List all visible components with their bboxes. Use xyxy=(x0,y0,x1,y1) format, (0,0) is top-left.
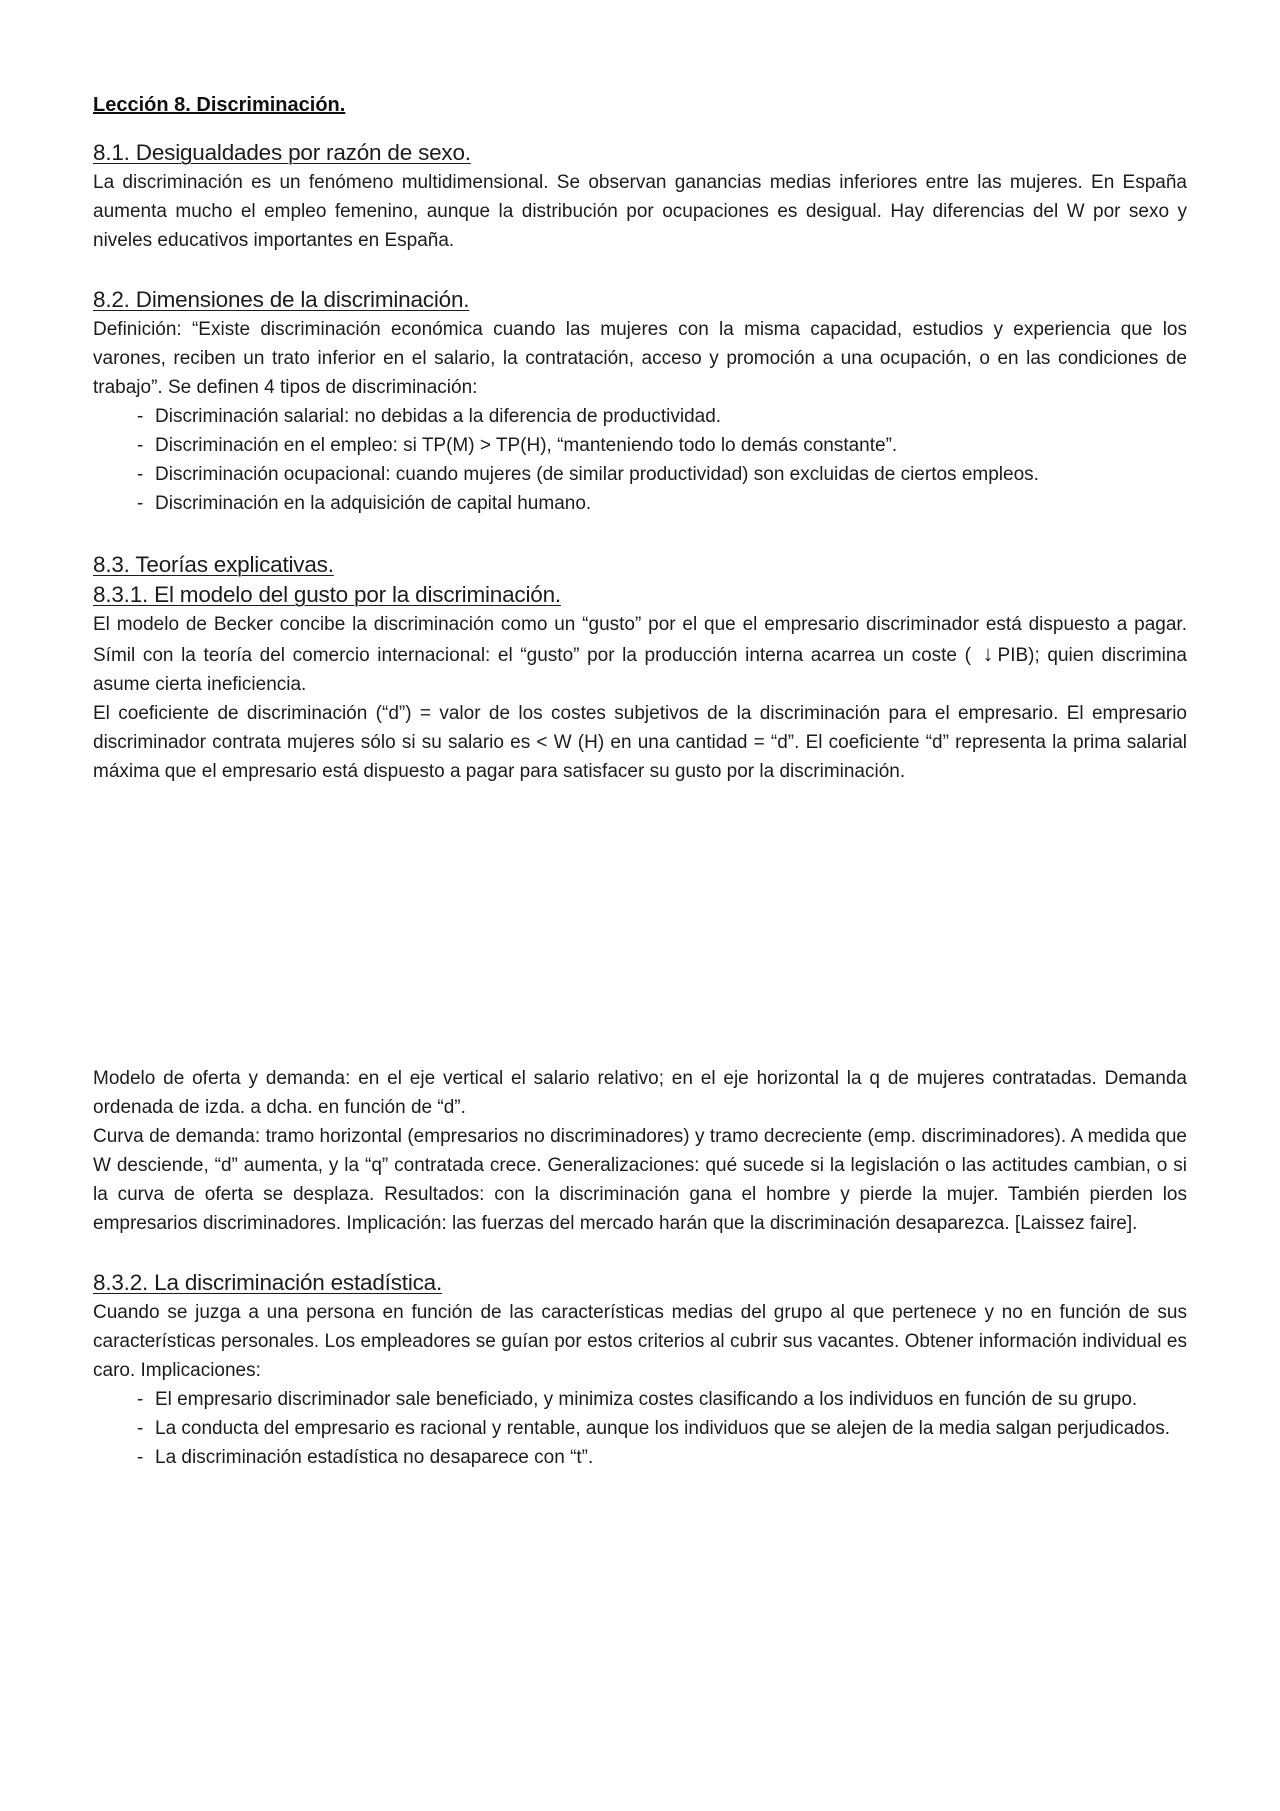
section-heading-8-3: 8.3. Teorías explicativas. xyxy=(93,552,334,577)
list-item: - Discriminación salarial: no debidas a la diferencia de productividad. xyxy=(137,402,1187,431)
section-8-1-paragraph: La discriminación es un fenómeno multidimensional. Se observan ganancias medias inferiores entre las mujeres. En España aumenta mucho el empleo femenino, aunque la distribución por ocupaciones es desigual. Hay diferencias del W por sexo y niveles educativos importantes en España. xyxy=(93,172,1187,251)
supply-demand-paragraph: Modelo de oferta y demanda: en el eje vertical el salario relativo; en el eje horizontal la q de mujeres contratadas. Demanda ordenada de izda. a dcha. en función de “d”. xyxy=(93,1068,1187,1118)
spacer xyxy=(93,1238,1187,1268)
list-item: - El empresario discriminador sale beneficiado, y minimiza costes clasificando a los individuos en función de su grupo. xyxy=(137,1385,1187,1414)
list-item: - La conducta del empresario es racional y rentable, aunque los individuos que se alejen de la media salgan perjudicados. xyxy=(137,1414,1187,1443)
discrimination-types-list xyxy=(93,402,1187,518)
section-8-1 xyxy=(93,138,1187,255)
spacer xyxy=(93,518,1187,550)
list-item: - Discriminación en la adquisición de capital humano. xyxy=(137,489,1187,518)
figure-blank-space xyxy=(93,786,1187,1064)
lesson-title: Lección 8. Discriminación. xyxy=(93,94,346,116)
becker-text-end: PIB); quien discrimina asume cierta ineficiencia. xyxy=(93,645,1188,695)
section-heading-8-3-1: 8.3.1. El modelo del gusto por la discriminación. xyxy=(93,582,561,607)
becker-paragraph xyxy=(93,610,1187,699)
down-arrow-icon: ↓ xyxy=(982,641,994,666)
section-8-2 xyxy=(93,285,1187,518)
spacer xyxy=(93,255,1187,285)
definition-paragraph: Definición: “Existe discriminación económica cuando las mujeres con la misma capacidad, estudios y experiencia que los varones, reciben un trato inferior en el salario, la contratación, acceso y promoción a una ocupación, o en las condiciones de trabajo”. Se definen 4 tipos de discriminación: xyxy=(93,319,1187,398)
coefficient-paragraph: El coeficiente de discriminación (“d”) = valor de los costes subjetivos de la discriminación para el empresario. El empresario discriminador contrata mujeres sólo si su salario es < W (H) en una cantidad = “d”. El coeficiente “d” representa la prima salarial máxima que el empresario está dispuesto a pagar para satisfacer su gusto por la discriminación. xyxy=(93,703,1187,782)
demand-curve-paragraph: Curva de demanda: tramo horizontal (empresarios no discriminadores) y tramo decreciente (emp. discriminadores). A medida que W desciende, “d” aumenta, y la “q” contratada crece. Generalizaciones: qué sucede si la legislación o las actitudes cambian, o si la curva de oferta se desplaza. Resultados: con la discriminación gana el hombre y pierde la mujer. También pierden los empresarios discriminadores. Implicación: las fuerzas del mercado harán que la discriminación desaparezca. [Laissez faire]. xyxy=(93,1126,1187,1234)
section-heading-8-3-2: 8.3.2. La discriminación estadística. xyxy=(93,1270,443,1295)
statistical-paragraph: Cuando se juzga a una persona en función de las características medias del grupo al que pertenece y no en función de sus características personales. Los empleadores se guían por estos criterios al cubrir sus vacantes. Obtener información individual es caro. Implicaciones: xyxy=(93,1302,1187,1381)
list-item: - Discriminación en el empleo: si TP(M) > TP(H), “manteniendo todo lo demás constante”. xyxy=(137,431,1187,460)
section-heading-8-2: 8.2. Dimensiones de la discriminación. xyxy=(93,287,470,312)
section-heading-8-1: 8.1. Desigualdades por razón de sexo. xyxy=(93,140,471,165)
list-item: - Discriminación ocupacional: cuando mujeres (de similar productividad) son excluidas de ciertos empleos. xyxy=(137,460,1187,489)
section-8-3 xyxy=(93,550,1187,1472)
becker-text-start: El modelo de Becker concibe la discriminación como un “gusto” por el que el empresario discriminador está dispuesto a pagar. Símil con la teoría del comercio internacional: el “gusto” por la producción interna acarrea un coste ( xyxy=(93,614,1187,666)
list-item: - La discriminación estadística no desaparece con “t”. xyxy=(137,1443,1187,1472)
implications-list xyxy=(93,1385,1187,1472)
document-page xyxy=(93,92,1187,1472)
